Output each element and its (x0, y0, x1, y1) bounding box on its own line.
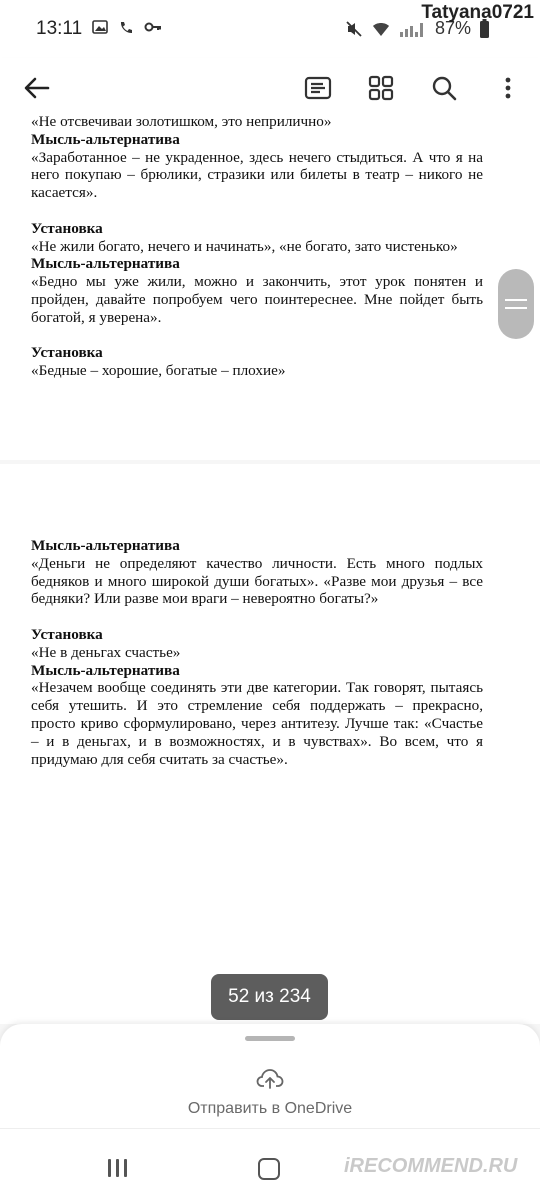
paragraph: «Не жили богато, нечего и начинать», «не богато, зато чистенько» (31, 237, 458, 255)
page-text (31, 113, 483, 380)
home-button[interactable] (258, 1158, 280, 1180)
document-page (0, 113, 540, 460)
notification-icons (92, 20, 162, 36)
username-overlay: Tatyana0721 (421, 2, 534, 23)
back-button[interactable] (17, 68, 57, 108)
bottom-sheet (0, 1024, 540, 1128)
paragraph: «Бедно мы уже жили, можно и закончить, этот урок понятен и пройден, давайте попробуем чего поинтереснее. Мне пойдет быть богатой, я уверена». (31, 273, 483, 326)
paragraph: «Не в деньгах счастье» (31, 643, 181, 661)
cloud-upload-icon (256, 1068, 284, 1090)
paragraph: «Деньги не определяют качество личности. Есть много подлых бедняков и много широкой души богатых». «Разве мои друзья – все бедняки? Или разве мои враги – невероятно богаты?» (31, 554, 483, 608)
paragraph: «Заработанное – не украденное, здесь нечего стыдиться. А что я на него покупаю – брюлики, стразики или билеты в театр – никого не касается». (31, 148, 483, 202)
text-view-icon (304, 76, 332, 100)
more-options-button[interactable] (488, 68, 528, 108)
section-heading: Мысль-альтернатива (31, 537, 180, 554)
wifi-icon (371, 20, 391, 38)
battery-percent: 87% (434, 18, 471, 38)
send-to-onedrive-label: Отправить в OneDrive (187, 1100, 353, 1117)
section-heading: Установка (31, 625, 103, 643)
paragraph: «Бедные – хорошие, богатые – плохие» (31, 362, 286, 380)
status-bar (0, 0, 540, 58)
paragraph-gap (31, 202, 483, 220)
arrow-left-icon (24, 77, 50, 99)
paragraph-gap (31, 608, 483, 626)
search-button[interactable] (424, 68, 464, 108)
watermark: iRECOMMEND.RU (344, 1155, 518, 1177)
key-icon (144, 20, 162, 34)
call-settings-icon (118, 20, 134, 36)
search-icon (431, 75, 457, 101)
section-heading: Мысль-альтернатива (31, 255, 180, 273)
mute-icon (345, 20, 363, 38)
page-text (31, 537, 483, 768)
status-time: 13:11 (36, 18, 83, 39)
app-bar (0, 58, 540, 116)
paragraph: «Не отсвечиваи золотишком, это неприлично» (31, 113, 332, 130)
paragraph-gap (31, 327, 483, 345)
system-navigation-bar (0, 1128, 540, 1201)
section-heading: Установка (31, 344, 103, 362)
fast-scroll-handle[interactable] (498, 269, 534, 339)
reading-mode-button[interactable] (298, 68, 338, 108)
sheet-drag-handle[interactable] (245, 1036, 295, 1041)
thumbnails-button[interactable] (361, 68, 401, 108)
section-heading: Мысль-альтернатива (31, 130, 180, 148)
more-vertical-icon (504, 76, 512, 100)
section-heading: Мысль-альтернатива (31, 661, 180, 679)
page-indicator: 52 из 234 (211, 974, 328, 1020)
recents-button[interactable] (108, 1159, 127, 1177)
section-heading: Установка (31, 219, 103, 237)
grid-icon (368, 75, 394, 101)
document-page (0, 464, 540, 1024)
paragraph: «Незачем вообще соединять эти две категории. Так говорят, пытаясь себя утешить. И это стремление себя поддержать – прекрасно, просто криво сформулировано, через антитезу. Лучше так: «Счастье – и в деньгах, и в возможностях, и в чувствах». Во всем, что я придумаю для себя считать за счастье». (31, 679, 483, 768)
gallery-icon (92, 20, 108, 34)
